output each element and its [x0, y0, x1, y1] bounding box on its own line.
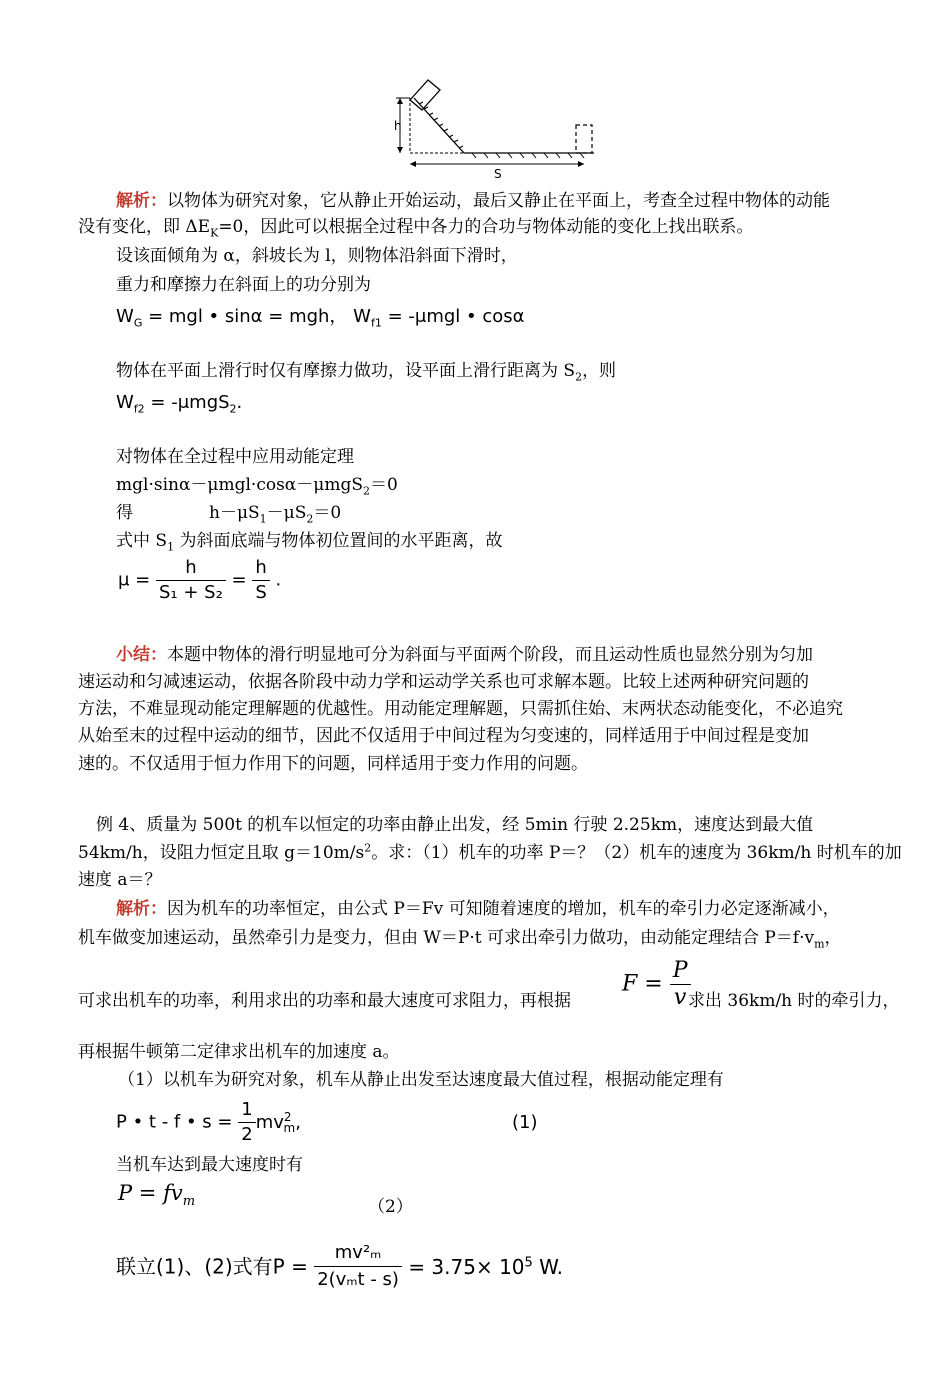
text-line-9: 式中 $S_1$ 为斜面底端与物体初位置间的水平距离，故	[116, 531, 503, 554]
equation-work-friction-plane: $W_{f2} = -\mu mgS_2$.	[116, 392, 243, 416]
text-line-10: （1）以机车为研究对象，机车从静止出发至达速度最大值过程，根据动能定理有	[118, 1070, 724, 1090]
p3-line1: 解析：因为机车的功率恒定，由公式 P＝Fv 可知随着速度的增加，机车的牵引力必定逐渐减小，	[116, 899, 840, 919]
equation-tag-2: （2）	[368, 1197, 413, 1217]
equation-work-gravity-friction: $W_G$ = mgl • sinα = mgh， $W_{f1} = -\mu mgl$ • cosα	[116, 306, 525, 330]
equation-tag-1: (1)	[512, 1112, 538, 1133]
p2-line5: 速的。不仅适用于恒力作用下的问题，同样适用于变力作用的问题。	[78, 754, 588, 774]
ex4-line2: 54km/h，设阻力恒定且取 $g=10m/s^2$。求：（1）机车的功率 P＝？（2）机车的速度为 36km/h 时机车的加	[78, 841, 902, 863]
equation-power-result: 联立(1)、(2)式有P = $\frac{\text{mv²ₘ}}{\text{2(vₘt - s)}}$ = $3.75\times 10^5$ W.	[116, 1240, 563, 1293]
text-line-8: 得 $h-\mu S_1-\mu S_2=0$	[116, 503, 342, 526]
p1-tag: 解析：	[116, 191, 167, 211]
label-h: h	[394, 119, 402, 133]
incline-diagram	[388, 78, 600, 180]
p2-line4: 从始至末的过程中运动的细节，因此不仅适用于中间过程为匀变速的，同样适用于中间过程是变加	[78, 726, 809, 746]
text-line-11: 当机车达到最大速度时有	[116, 1155, 303, 1175]
text-line-5: 物体在平面上滑行时仅有摩擦力做功，设平面上滑行距离为 $S_2$，则	[116, 361, 617, 384]
equation-mu: μ = $\frac{h}{\text{S₁ + S₂}}$ = $\frac{h}{S}$ .	[118, 557, 282, 603]
p2-line3: 方法，不难显现动能定理解题的优越性。用动能定理解题，只需抓住始、末两状态动能变化，不必追究	[78, 699, 843, 719]
p3-line4: 再根据牛顿第二定律求出机车的加速度 a。	[78, 1042, 400, 1062]
p3-line2: 机车做变加速运动，虽然牵引力是变力，但由 W＝P·t 可求出牵引力做功，由动能定理结合 $P=f\cdot v_m$，	[78, 928, 842, 951]
p3-line3b: 求出 36km/h 时的牵引力，	[688, 991, 900, 1011]
equation-energy-theorem: P • t - f • s = $\frac{1}{2}$ $mv^2_m$,	[116, 1099, 301, 1145]
p2-line1: 小结：本题中物体的滑行明显地可分为斜面与平面两个阶段，而且运动性质也显然分别为匀加	[116, 645, 813, 665]
text-line-3: 设该面倾角为 α，斜坡长为 l，则物体沿斜面下滑时，	[116, 246, 518, 266]
p2-line2: 速运动和匀减速运动，依据各阶段中动力学和运动学关系也可求解本题。比较上述两种研究问题的	[78, 672, 809, 692]
text-line-4: 重力和摩擦力在斜面上的功分别为	[116, 275, 371, 295]
text-line-7: mgl·sinα－μmgl·cosα－μmgS$_2$＝0	[116, 475, 398, 498]
ex4-line3: 速度 a＝？	[78, 870, 162, 890]
text-line-6: 对物体在全过程中应用动能定理	[116, 447, 354, 467]
equation-f-p-over-v: F = $\frac{P}{v}$	[622, 958, 691, 1011]
ex4-line1: 例 4、质量为 500t 的机车以恒定的功率由静止出发，经 5min 行驶 2.25km，速度达到最大值	[96, 815, 814, 835]
p3-line3a: 可求出机车的功率，利用求出的功率和最大速度可求阻力，再根据	[78, 991, 571, 1011]
p1-line1: 解析：以物体为研究对象，它从静止开始运动，最后又静止在平面上，考查全过程中物体的动能	[116, 191, 830, 211]
equation-p-fv: $P = fv_m$	[118, 1181, 196, 1210]
label-s: S	[494, 167, 502, 180]
p1-line2: 没有变化，即 $\Delta E_K=0$，因此可以根据全过程中各力的合功与物体动能的变化上找出联系。	[78, 217, 754, 240]
